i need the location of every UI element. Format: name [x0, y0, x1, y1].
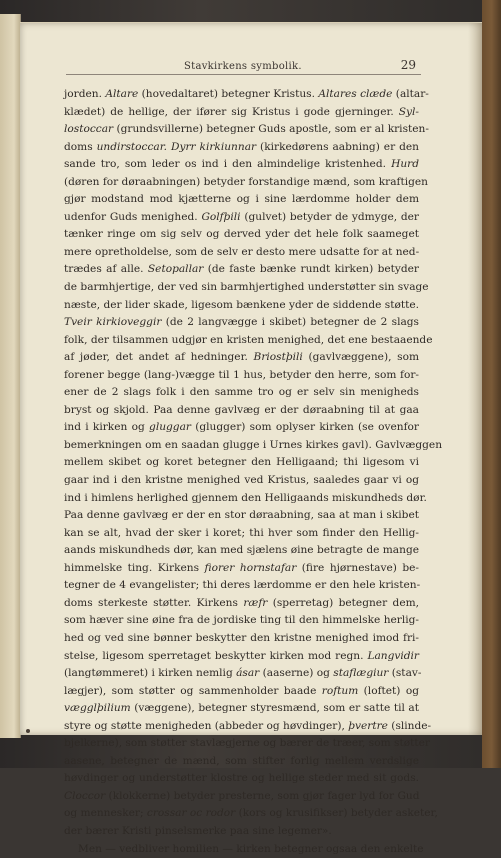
text-line: (langtømmeret) i kirken nemlig ásar (aaserne) og staflægiur (stav-: [64, 667, 422, 680]
text-line: høvdinger og understøtter klostre og hellige steder med sit gods.: [64, 772, 419, 785]
text-line: tegner de 4 evangelister; thi deres lærdomme er den hele kristen-: [64, 579, 421, 592]
book-cover-edge: [482, 0, 501, 768]
text-line: kan se alt, hvad der sker i koret; thi hver som finder den Hellig-: [64, 526, 419, 539]
text-line: (døren for døraabningen) betyder forstandige mænd, som kraftigen: [64, 175, 428, 188]
text-line: mere opretholdelse, som de selv er desto mere udsatte for at ned-: [64, 245, 420, 258]
text-line: ener de 2 slags folk i den samme tro og er selv sin menigheds: [64, 386, 419, 399]
text-line: gaar ind i den kristne menighed ved Kristus, saaledes gaar vi og: [64, 474, 419, 487]
text-line: jorden. Altare (hovedaltaret) betegner Kristus. Altares clæde (altar-: [64, 88, 429, 100]
text-line: hed og ved sine bønner beskytter den kristne menighed imod fri-: [64, 631, 419, 644]
text-line: af jøder, det andet af hedninger. Briostþili (gavlvæggene), som: [64, 351, 419, 364]
page-mark: [26, 729, 30, 733]
text-line: lostoccar (grundsvillerne) betegner Guds apostle, som er al kristen-: [64, 123, 429, 136]
text-line: ind i kirken og gluggar (glugger) som oplyser kirken (se ovenfor: [64, 421, 419, 434]
left-page-edge: [0, 14, 21, 738]
text-line: udenfor Guds menighed. Golfþili (gulvet) betyder de ydmyge, der: [64, 210, 419, 223]
text-line: sande tro, som leder os ind i den almindelige kristenhed. Hurd: [64, 158, 419, 171]
text-line: Men — vedbliver homilien — kirken betegner ogsaa den enkelte: [78, 842, 424, 855]
text-line: bryst og skjold. Paa denne gavlvæg er der døraabning til at gaa: [64, 403, 419, 416]
text-line: mellem skibet og koret betegner den Helligaand; thi ligesom vi: [64, 456, 419, 469]
running-head: [66, 58, 416, 72]
text-line: og mennesker; crossar oc rodor (kors og krusifikser) betyder asketer,: [64, 807, 438, 820]
text-line: Cloccor (klokkerne) betyder presterne, som gjør fager lyd for Gud: [64, 789, 420, 802]
text-line: næste, der lider skade, ligesom bænkene yder de siddende støtte.: [64, 298, 419, 311]
text-line: forener begge (lang-)vægge til 1 hus, betyder den herre, som for-: [64, 368, 419, 381]
text-line: styre og støtte menigheden (abbeder og høvdinger), þvertre (slinde-: [64, 719, 432, 732]
text-line: doms sterkeste støtter. Kirkens ræfr (sperretag) betegner dem,: [64, 596, 419, 609]
text-line: himmelske ting. Kirkens fiorer hornstafar (fire hjørnestave) be-: [64, 561, 419, 574]
text-line: doms undirstoccar. Dyrr kirkiunnar (kirkedørens aabning) er den: [64, 140, 419, 153]
text-line: bemerkningen om en saadan glugge i Urnes kirkes gavl). Gavlvæggen: [64, 438, 443, 451]
text-line: vægglþilium (væggene), betegner styresmænd, som er satte til at: [64, 702, 419, 715]
text-line: bjelkerne), som støtter stavlægjerne og bærer de træer, som støtter: [64, 737, 430, 750]
text-line: stelse, ligesom sperretaget beskytter kirken mod regn. Langvidir: [64, 649, 419, 662]
page-number: 29: [400, 58, 416, 72]
text-line: der bærer Kristi pinselsmerke paa sine legemer».: [64, 824, 332, 837]
text-line: lægjer), som støtter og sammenholder baade roftum (loftet) og: [64, 684, 419, 697]
text-line: Tveir kirkioveggir (de 2 langvægge i skibet) betegner de 2 slags: [64, 316, 419, 329]
text-line: tænker ringe om sig selv og derved yder det hele folk saameget: [64, 228, 419, 241]
text-line: ind i himlens herlighed gjennem den Helligaands miskundheds dør.: [64, 491, 427, 504]
text-line: folk, der tilsammen udgjør en kristen menighed, det ene bestaaende: [64, 333, 433, 346]
text-line: som hæver sine øine fra de jordiske ting til den himmelske herlig-: [64, 614, 419, 627]
body-text: [64, 86, 443, 858]
text-line: de barmhjertige, der ved sin barmhjertighed understøtter sin svage: [64, 281, 429, 294]
text-line: gjør modstand mod kjætterne og i sine lærdomme holder dem: [64, 193, 419, 206]
running-head-title: Stavkirkens symbolik.: [184, 61, 302, 72]
text-line: klædet) de hellige, der ifører sig Kristus i gode gjerninger. Syl-: [64, 105, 419, 118]
header-rule: [66, 74, 421, 75]
text-line: trædes af alle. Setopallar (de faste bænke rundt kirken) betyder: [64, 263, 420, 276]
text-line: Paa denne gavlvæg er der en stor døraabning, saa at man i skibet: [64, 509, 419, 522]
text-line: aasene, betegner de mænd, som stifter forlig mellem verdslige: [64, 754, 419, 767]
text-line: aands miskundheds dør, kan med sjælens øine betragte de mange: [64, 544, 419, 557]
